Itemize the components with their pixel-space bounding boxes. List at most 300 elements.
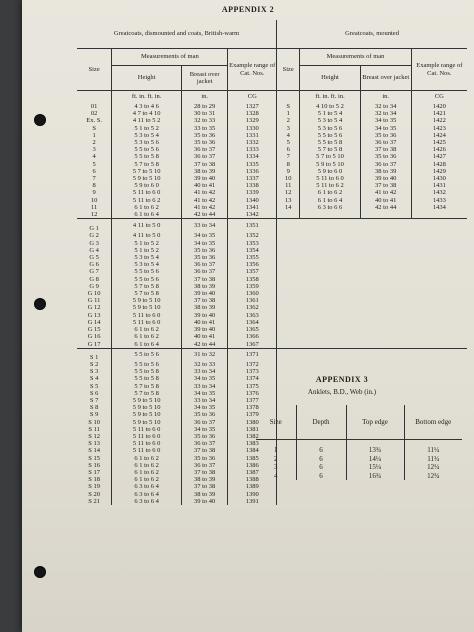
cell-breast: 36 to 37: [181, 146, 227, 153]
cell-cat: 1356: [228, 261, 277, 268]
cell-height: 5 7 to 5 8: [112, 283, 182, 290]
cell-height: 5 3 to 5 6: [300, 125, 360, 132]
cell-size: 2: [277, 117, 300, 124]
cell-height: 4 11 to 5 0: [112, 232, 182, 239]
cell-cat: 1335: [228, 161, 277, 168]
cell-height: 5 5 to 5 8: [112, 375, 182, 382]
cell-size: 9: [92, 189, 96, 197]
cell-cat: 1421: [411, 110, 467, 117]
cell-size: G 11: [87, 297, 101, 305]
table-row: [77, 247, 467, 254]
cell-cat: 1391: [228, 498, 277, 505]
cell-breast: 33 to 34: [181, 383, 227, 390]
breast-header: Breast over jacket: [360, 66, 411, 91]
cell-height: 5 1 to 5 2: [112, 240, 182, 247]
cell-breast: 35 to 36: [181, 254, 227, 261]
cell-size: 01: [90, 103, 98, 110]
cell-size: G 5: [89, 254, 99, 262]
cell-size: G 7: [89, 268, 99, 276]
table-row: [77, 219, 467, 233]
cell-cat: 1352: [228, 232, 277, 239]
cell-size: S 5: [89, 382, 99, 390]
cell-size: S 14: [88, 447, 101, 455]
table-row: [77, 182, 467, 189]
cell-cat: 1360: [228, 290, 277, 297]
cell-breast: 31 to 32: [181, 348, 227, 361]
cell-size: S 21: [88, 497, 101, 505]
cell-height: 5 5 to 5 8: [112, 368, 182, 375]
height-unit: ft. in. ft. in.: [300, 91, 360, 104]
cell-size: Ex. S.: [86, 117, 103, 125]
table-row: [77, 254, 467, 261]
cell-cat: 1366: [228, 333, 277, 340]
cell-cat: 1388: [228, 476, 277, 483]
cell-breast: 35 to 36: [181, 247, 227, 254]
cell-breast: 38 to 39: [181, 476, 227, 483]
table-row: [77, 483, 467, 490]
cell-breast: 32 to 34: [360, 103, 411, 110]
cell-breast: 41 to 42: [181, 189, 227, 196]
cell-cat: 1420: [411, 103, 467, 110]
cat-unit: CG: [411, 91, 467, 104]
cell-height: 5 1 to 5 4: [300, 110, 360, 117]
cell-cat: 1376: [228, 390, 277, 397]
cell-size: 1: [274, 446, 278, 454]
table-row: [77, 153, 467, 160]
cell-height: 5 5 to 5 8: [112, 153, 182, 160]
cell-cat: 1372: [228, 361, 277, 368]
cell-size: 9: [277, 168, 300, 175]
top-edge-header: Top edge: [346, 405, 404, 440]
table-row: [77, 397, 467, 404]
cell-height: 6 1 to 6 2: [300, 189, 360, 196]
cell-breast: 42 to 44: [181, 211, 227, 219]
cell-size: G 16: [87, 333, 101, 341]
cell-cat: 1332: [228, 139, 277, 146]
cell-height: 5 5 to 5 6: [300, 132, 360, 139]
cell-size: 4: [274, 471, 278, 480]
cell-cat: 1354: [228, 247, 277, 254]
cell-size: S 2: [89, 360, 99, 368]
cell-size: 2: [274, 454, 278, 463]
cell-size: S 18: [88, 476, 101, 484]
cell-height: 5 9 to 6 0: [300, 168, 360, 175]
cell-height: 5 5 to 5 6: [112, 146, 182, 153]
cell-top-edge: 16¾: [346, 472, 404, 481]
cell-size: 12: [90, 211, 98, 219]
cell-breast: 36 to 37: [360, 161, 411, 168]
cell-size: S 10: [88, 418, 101, 426]
cell-size: G 15: [87, 326, 101, 334]
cell-cat: 1339: [228, 189, 277, 196]
cell-height: 4 11 to 5 0: [112, 219, 182, 233]
cell-height: 5 5 to 5 6: [112, 348, 182, 361]
cell-cat: 1361: [228, 297, 277, 304]
cell-height: 5 1 to 5 2: [112, 125, 182, 132]
breast-unit: in.: [181, 91, 227, 104]
cell-breast: 37 to 38: [181, 161, 227, 168]
cell-cat: 1331: [228, 132, 277, 139]
cell-cat: 1383: [228, 440, 277, 447]
cell-size: G 4: [89, 246, 99, 254]
cell-breast: 42 to 44: [360, 204, 411, 211]
cell-size: G 9: [89, 282, 99, 290]
cell-cat: 1334: [228, 153, 277, 160]
cell-size: S 12: [88, 432, 101, 440]
cell-breast: 37 to 38: [360, 182, 411, 189]
cell-depth: 6: [296, 463, 346, 472]
cell-size: 5: [277, 139, 300, 146]
cell-breast: 35 to 36: [181, 455, 227, 462]
cell-breast: 37 to 38: [181, 297, 227, 304]
cell-cat: 1329: [228, 117, 277, 124]
cell-height: 6 1 to 6 2: [112, 462, 182, 469]
cell-size: 11: [277, 182, 300, 189]
cell-cat: 1380: [228, 419, 277, 426]
table-row: [77, 268, 467, 275]
cell-breast: 32 to 34: [360, 110, 411, 117]
cell-height: 6 1 to 6 2: [112, 469, 182, 476]
table-row: [77, 283, 467, 290]
cell-breast: 38 to 39: [360, 168, 411, 175]
cell-top-edge: 14¼: [346, 455, 404, 464]
table-row: [77, 276, 467, 283]
cell-height: 5 5 to 5 6: [112, 276, 182, 283]
cell-breast: 41 to 42: [360, 189, 411, 196]
table-row: [77, 132, 467, 139]
cell-breast: 37 to 38: [360, 146, 411, 153]
cell-size: 7: [92, 175, 96, 183]
cell-breast: 34 to 35: [360, 125, 411, 132]
cell-cat: 1382: [228, 433, 277, 440]
cell-size: G 13: [87, 311, 101, 319]
cell-cat: 1371: [228, 348, 277, 361]
cell-cat: 1358: [228, 276, 277, 283]
cell-height: 5 7 to 5 8: [112, 383, 182, 390]
table-row: [77, 175, 467, 182]
cell-size: 10: [90, 196, 98, 204]
cell-size: 3: [274, 463, 278, 471]
cell-height: 5 9 to 5 10: [112, 175, 182, 182]
cell-breast: 35 to 36: [360, 153, 411, 160]
cell-height: 6 1 to 6 4: [112, 211, 182, 219]
cell-breast: 37 to 38: [181, 483, 227, 490]
cell-size: 3: [92, 146, 96, 154]
table-row: [77, 189, 467, 196]
cell-cat: 1431: [411, 182, 467, 189]
cell-height: 5 3 to 5 4: [112, 132, 182, 139]
table-row: [256, 472, 462, 481]
cell-cat: 1342: [228, 211, 277, 219]
cell-height: 6 1 to 6 2: [112, 326, 182, 333]
cell-cat: 1390: [228, 491, 277, 498]
cell-size: S 16: [88, 461, 101, 469]
cell-cat: 1377: [228, 397, 277, 404]
cell-height: 6 3 to 6 4: [112, 491, 182, 498]
cell-size: S 6: [89, 389, 99, 397]
cell-breast: 35 to 36: [181, 433, 227, 440]
table-row: [77, 197, 467, 204]
cell-cat: 1375: [228, 383, 277, 390]
cell-breast: 35 to 36: [181, 139, 227, 146]
cell-breast: 37 to 38: [181, 447, 227, 454]
cell-breast: 34 to 35: [181, 404, 227, 411]
cell-size: S 3: [89, 368, 99, 376]
cell-size: G 6: [89, 261, 99, 269]
cell-size: S 7: [89, 396, 99, 404]
cell-breast: 38 to 39: [181, 491, 227, 498]
cell-cat: 1341: [228, 204, 277, 211]
cell-breast: 32 to 33: [181, 117, 227, 124]
binder-hole: [34, 114, 46, 126]
cell-breast: 40 to 41: [360, 197, 411, 204]
cell-size: S 20: [88, 490, 101, 498]
cell-breast: 39 to 40: [181, 326, 227, 333]
cell-cat: 1425: [411, 139, 467, 146]
cell-height: 5 7 to 5 8: [112, 390, 182, 397]
section-left-heading: Greatcoats, dismounted and coats, British-warm: [77, 20, 277, 49]
cell-cat: 1426: [411, 146, 467, 153]
cell-breast: 39 to 40: [181, 312, 227, 319]
cell-cat: 1374: [228, 375, 277, 382]
cell-cat: 1340: [228, 197, 277, 204]
cell-size: G 1: [77, 219, 112, 233]
cell-height: 5 11 to 6 0: [112, 312, 182, 319]
cell-size: G 17: [87, 340, 101, 348]
cell-depth: 6: [296, 455, 346, 464]
cell-size: G 10: [87, 290, 101, 298]
cell-size: 2: [92, 139, 96, 147]
cell-height: 5 5 to 5 6: [112, 361, 182, 368]
cell-cat: 1365: [228, 326, 277, 333]
table-row: [77, 204, 467, 211]
cell-cat: 1337: [228, 175, 277, 182]
cell-breast: 33 to 34: [181, 219, 227, 233]
cell-breast: 36 to 37: [181, 268, 227, 275]
table-row: [256, 440, 462, 455]
cell-size: 12: [277, 189, 300, 196]
size-header: Size: [77, 49, 112, 91]
cell-height: 6 3 to 6 4: [112, 498, 182, 505]
size-header: Size: [277, 49, 300, 91]
cell-cat: 1384: [228, 447, 277, 454]
cell-height: 5 9 to 5 10: [300, 161, 360, 168]
cell-breast: 36 to 37: [360, 139, 411, 146]
cell-cat: 1330: [228, 125, 277, 132]
table-row: [77, 211, 467, 219]
cell-breast: 35 to 36: [360, 132, 411, 139]
cell-breast: 37 to 38: [181, 469, 227, 476]
cell-bottom-edge: 12¼: [404, 463, 462, 472]
cell-cat: 1353: [228, 240, 277, 247]
cell-breast: 33 to 34: [181, 368, 227, 375]
cell-size: 14: [277, 204, 300, 211]
table-row: [77, 319, 467, 326]
cell-breast: 34 to 35: [181, 375, 227, 382]
cell-breast: 39 to 40: [360, 175, 411, 182]
cell-breast: 33 to 34: [181, 397, 227, 404]
table-row: [77, 348, 467, 361]
table-row: [77, 168, 467, 175]
cell-cat: 1359: [228, 283, 277, 290]
table-row: [77, 312, 467, 319]
cell-height: 5 9 to 5 10: [112, 304, 182, 311]
cell-cat: 1427: [411, 153, 467, 160]
table-row: [77, 498, 467, 505]
cell-top-edge: 15¼: [346, 463, 404, 472]
cell-breast: 39 to 40: [181, 175, 227, 182]
cell-size: 10: [277, 175, 300, 182]
cell-cat: 1333: [228, 146, 277, 153]
cell-breast: 28 to 29: [181, 103, 227, 110]
cell-size: 1: [277, 110, 300, 117]
cell-breast: 42 to 44: [181, 341, 227, 349]
bottom-edge-header: Bottom edge: [404, 405, 462, 440]
cell-size: S 17: [88, 468, 101, 476]
depth-header: Depth: [296, 405, 346, 440]
binder-hole: [34, 566, 46, 578]
cell-height: 5 11 to 6 2: [300, 182, 360, 189]
cell-breast: 34 to 35: [181, 240, 227, 247]
cell-height: 5 7 to 5 8: [112, 290, 182, 297]
cell-cat: 1373: [228, 368, 277, 375]
cell-top-edge: 13¾: [346, 440, 404, 455]
cell-breast: 40 to 41: [181, 182, 227, 189]
height-unit: ft. in. ft. in.: [112, 91, 182, 104]
cell-size: S 19: [88, 483, 101, 491]
cell-breast: 34 to 35: [360, 117, 411, 124]
cell-size: S 8: [89, 404, 99, 412]
cell-height: 5 11 to 6 0: [112, 440, 182, 447]
cell-cat: 1385: [228, 455, 277, 462]
table-row: [77, 491, 467, 498]
cell-cat: 1424: [411, 132, 467, 139]
cell-size: G 8: [89, 275, 99, 283]
cell-size: 8: [277, 161, 300, 168]
cell-breast: 35 to 36: [181, 132, 227, 139]
cell-height: 5 9 to 5 10: [112, 419, 182, 426]
cell-height: 5 9 to 5 10: [112, 397, 182, 404]
cell-height: 6 3 to 6 4: [112, 483, 182, 490]
cell-size: G 14: [87, 318, 101, 326]
table-row: [77, 333, 467, 340]
cell-size: 6: [92, 167, 96, 175]
cell-height: 5 7 to 5 10: [112, 168, 182, 175]
cell-height: 5 11 to 6 0: [300, 175, 360, 182]
cell-bottom-edge: 11¼: [404, 440, 462, 455]
cell-height: 6 3 to 6 6: [300, 204, 360, 211]
cell-breast: 40 to 41: [181, 319, 227, 326]
table-row: [77, 240, 467, 247]
cell-height: 5 9 to 5 10: [112, 411, 182, 418]
cell-cat: 1429: [411, 168, 467, 175]
cell-cat: 1432: [411, 189, 467, 196]
cell-height: 6 1 to 6 4: [300, 197, 360, 204]
cell-height: 4 7 to 4 10: [112, 110, 182, 117]
cell-breast: 34 to 35: [181, 390, 227, 397]
cell-height: 6 1 to 6 2: [112, 455, 182, 462]
cell-size: 5: [92, 160, 96, 168]
breast-header: Breast over jacket: [181, 66, 227, 91]
size-header: Size: [256, 405, 296, 440]
cell-cat: 1357: [228, 268, 277, 275]
table-row: [256, 455, 462, 464]
table-row: [77, 341, 467, 349]
height-header: Height: [112, 66, 182, 91]
cell-height: 5 3 to 5 4: [112, 261, 182, 268]
table-row: [77, 326, 467, 333]
cell-height: 6 1 to 6 4: [112, 341, 182, 349]
measurements-header: Measurements of man: [300, 49, 411, 66]
cell-breast: 34 to 35: [181, 426, 227, 433]
cell-size: G 2: [89, 232, 99, 240]
cell-height: 5 11 to 6 0: [112, 447, 182, 454]
cell-height: 5 9 to 5 10: [112, 297, 182, 304]
cell-height: 5 11 to 6 0: [112, 426, 182, 433]
cell-cat: 1422: [411, 117, 467, 124]
cell-height: 6 1 to 6 2: [112, 476, 182, 483]
cell-size: G 12: [87, 304, 101, 312]
cell-size: S: [277, 103, 300, 110]
table-row: [77, 161, 467, 168]
cell-size: S: [92, 124, 96, 132]
cell-breast: 34 to 35: [181, 232, 227, 239]
cell-cat: 1328: [228, 110, 277, 117]
cell-breast: 38 to 39: [181, 304, 227, 311]
cell-size: 4: [92, 153, 96, 161]
cell-breast: 36 to 37: [181, 153, 227, 160]
cell-cat: 1386: [228, 462, 277, 469]
cell-height: 6 1 to 6 2: [112, 204, 182, 211]
range-header: Example range of Cat. Nos.: [411, 49, 467, 91]
cell-cat: 1378: [228, 404, 277, 411]
cell-breast: 39 to 40: [181, 290, 227, 297]
cell-breast: 37 to 38: [181, 276, 227, 283]
cell-breast: 35 to 36: [181, 411, 227, 418]
cell-cat: 1355: [228, 254, 277, 261]
cell-size: 3: [277, 125, 300, 132]
cell-breast: 36 to 37: [181, 462, 227, 469]
cell-size: S 9: [89, 411, 99, 419]
cell-breast: 41 to 42: [181, 197, 227, 204]
table-row: [77, 110, 467, 117]
cell-height: 5 11 to 6 0: [112, 433, 182, 440]
cell-height: 5 11 to 6 0: [112, 319, 182, 326]
cell-height: 5 11 to 6 0: [112, 189, 182, 196]
cell-breast: 36 to 37: [181, 261, 227, 268]
cell-height: 4 3 to 4 6: [112, 103, 182, 110]
cell-height: 5 1 to 5 2: [112, 247, 182, 254]
cell-bottom-edge: 12¾: [404, 472, 462, 481]
table-row: [77, 117, 467, 124]
cell-breast: 32 to 33: [181, 361, 227, 368]
cell-cat: 1363: [228, 312, 277, 319]
cell-cat: 1364: [228, 319, 277, 326]
cell-breast: 41 to 42: [181, 204, 227, 211]
cell-cat: 1423: [411, 125, 467, 132]
cell-height: 5 5 to 5 6: [112, 268, 182, 275]
cell-cat: 1362: [228, 304, 277, 311]
cell-size: 11: [91, 203, 98, 211]
breast-unit: in.: [360, 91, 411, 104]
appendix-2-title: APPENDIX 2: [221, 5, 275, 14]
appendix-3-table: [256, 405, 462, 480]
table-row: [77, 139, 467, 146]
cell-size: 13: [277, 197, 300, 204]
cell-size: S 15: [88, 454, 101, 462]
cell-cat: 1338: [228, 182, 277, 189]
cell-cat: 1379: [228, 411, 277, 418]
